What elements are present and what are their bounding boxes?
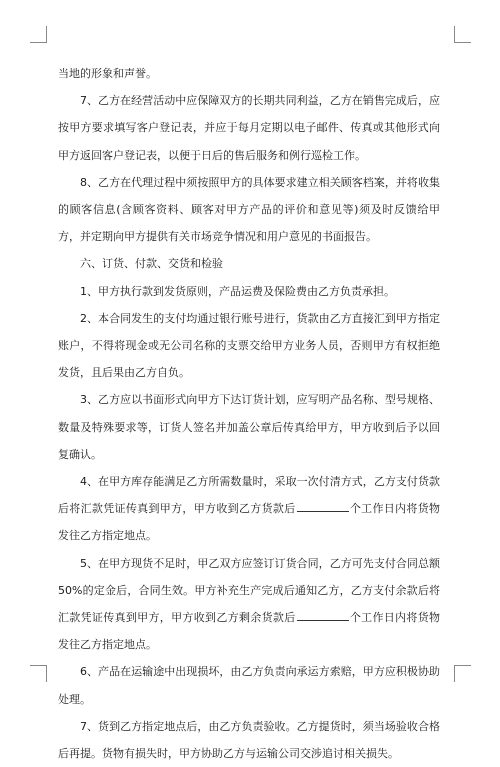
crop-mark-top-right: [454, 26, 471, 43]
fill-in-blank-days[interactable]: [297, 609, 349, 621]
paragraph-clause-8-customer-files: 8、乙方在代理过程中须按照甲方的具体要求建立相关顾客档案，并将收集的顾客信息(含顾客资料、顾客对甲方产品的评价和意见等)须及时反馈给甲方，并定期向甲方提供有关市场竞争情况和用户意见的书面报告。: [58, 175, 440, 244]
paragraph-continuation: 当地的形象和声誉。: [58, 67, 157, 80]
clause-5-text-after-blank: 个工作日内将货物发往乙方指定地点。: [58, 611, 440, 652]
paragraph-clause-1-payment-first: 1、甲方执行款到发货原则，产品运费及保险费由乙方负责承担。: [80, 284, 395, 298]
section-heading-six: 六、订货、付款、交货和检验: [80, 257, 223, 271]
paragraph-clause-4-in-stock: [58, 468, 440, 550]
crop-mark-bottom-left: [30, 665, 47, 682]
crop-mark-bottom-right: [454, 665, 471, 682]
paragraph-clause-2-bank-transfer: 2、本合同发生的支付均通过银行账号进行，货款由乙方直接汇到甲方指定账户，不得将现金或无公司名称的支票交给甲方业务人员，否则甲方有权拒绝发货，且后果由乙方自负。: [58, 311, 440, 380]
paragraph-clause-5-out-of-stock: [58, 550, 440, 659]
paragraph-clause-7-inspection: 7、货到乙方指定地点后，由乙方负责验收。乙方提货时，须当场验收合格后再提。货物有损失时，甲方协助乙方与运输公司交涉追讨相关损失。: [58, 719, 440, 761]
crop-mark-top-left: [30, 26, 47, 43]
paragraph-clause-7-registration: 7、乙方在经营活动中应保障双方的长期共同利益，乙方在销售完成后，应按甲方要求填写客户登记表，并应于每月定期以电子邮件、传真或其他形式向甲方返回客户登记表，以便于日后的售后服务和例行巡检工作。: [58, 94, 440, 162]
fill-in-blank-days[interactable]: [297, 500, 349, 512]
clause-4-text-before-blank: 4、在甲方库存能满足乙方所需数量时，采取一次付清方式，乙方支付货款后将汇款凭证传真到甲方，甲方收到乙方货款后: [58, 475, 440, 516]
document-body: [58, 60, 440, 767]
clause-5-text-before-blank: 5、在甲方现货不足时，甲乙双方应签订订货合同，乙方可先支付合同总额50%的定金后，合同生效。甲方补充生产完成后通知乙方，乙方支付余款后将汇款凭证传真到甲方，甲方收到乙方剩余货款后: [58, 556, 440, 625]
clause-4-text-after-blank: 个工作日内将货物发往乙方指定地点。: [58, 502, 440, 543]
paragraph-clause-6-transport-damage: 6、产品在运输途中出现损坏，由乙方负责向承运方索赔，甲方应积极协助处理。: [58, 665, 440, 706]
paragraph-clause-3-order-plan: 3、乙方应以书面形式向甲方下达订货计划，应写明产品名称、型号规格、数量及特殊要求等，订货人签名并加盖公章后传真给甲方，甲方收到后予以回复确认。: [58, 393, 440, 461]
